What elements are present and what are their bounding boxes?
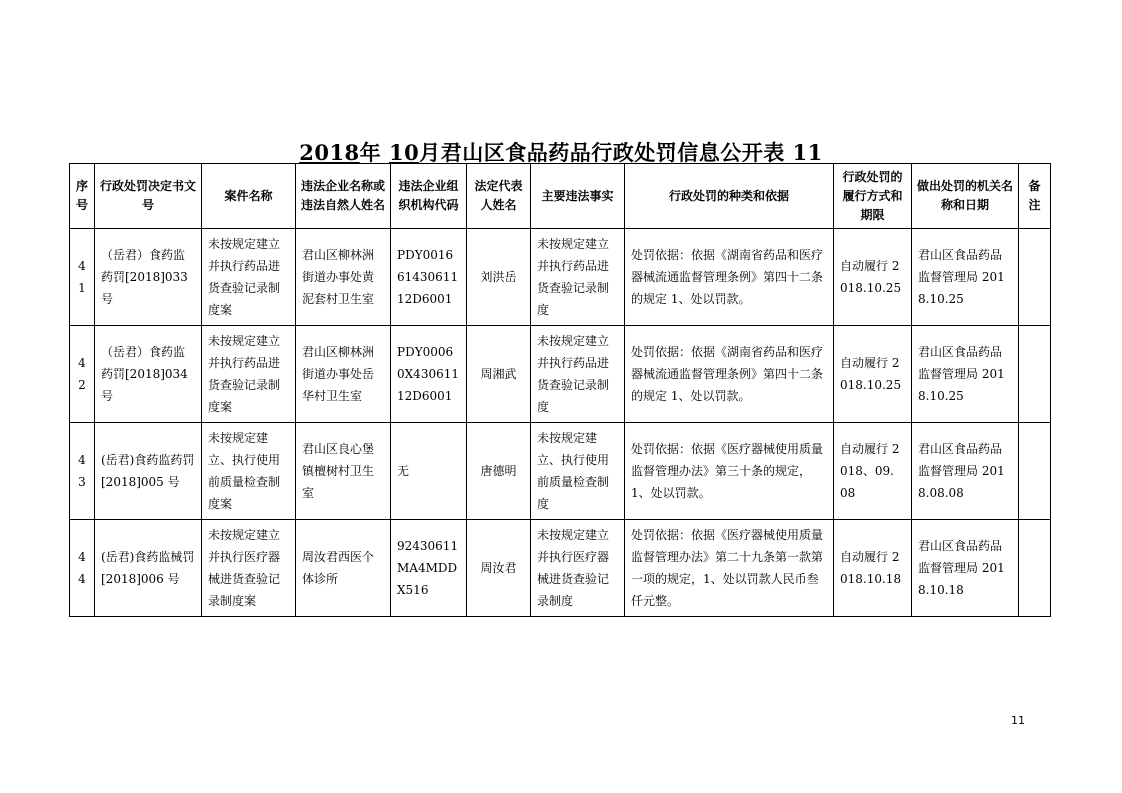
table-row [70,520,1051,617]
cell-legal-rep: 刘洪岳 [467,229,531,326]
title-year: 2018 [299,140,360,165]
cell-penalty: 处罚依据：依据《医疗器械使用质量监督管理办法》第三十条的规定，1、处以罚款。 [625,423,834,520]
cell-execution: 自动履行 2018.10.18 [834,520,912,617]
table-header-row [70,164,1051,229]
cell-facts: 未按规定建立并执行医疗器械进货查验记录制度 [531,520,625,617]
cell-facts: 未按规定建立、执行使用前质量检查制度 [531,423,625,520]
cell-case-name: 未按规定建立、执行使用前质量检查制度案 [202,423,296,520]
cell-party: 君山区柳林洲街道办事处黄泥套村卫生室 [296,229,391,326]
cell-facts: 未按规定建立并执行药品进货查验记录制度 [531,326,625,423]
header-seq: 序号 [70,164,95,229]
cell-authority: 君山区食品药品监督管理局 2018.10.25 [912,229,1019,326]
table-row [70,326,1051,423]
header-facts: 主要违法事实 [531,164,625,229]
table-row [70,229,1051,326]
title-rest: 月君山区食品药品行政处罚信息公开表 11 [419,140,823,165]
cell-seq: 44 [70,520,95,617]
title-year-suffix: 年 [359,140,389,165]
cell-legal-rep: 周湘武 [467,326,531,423]
cell-doc-no: (岳君)食药监药罚[2018]005 号 [95,423,202,520]
cell-remarks [1019,423,1051,520]
page-number: 11 [1011,714,1025,727]
cell-seq: 42 [70,326,95,423]
cell-remarks [1019,229,1051,326]
table-row [70,423,1051,520]
cell-penalty: 处罚依据：依据《医疗器械使用质量监督管理办法》第二十九条第一款第一项的规定，1、处以罚款人民币叁仟元整。 [625,520,834,617]
cell-penalty: 处罚依据：依据《湖南省药品和医疗器械流通监督管理条例》第四十二条的规定 1、处以罚款。 [625,326,834,423]
header-execution: 行政处罚的履行方式和期限 [834,164,912,229]
cell-doc-no: (岳君)食药监械罚[2018]006 号 [95,520,202,617]
cell-org-code: PDY00166143061112D6001 [391,229,467,326]
cell-doc-no: （岳君）食药监药罚[2018]034号 [95,326,202,423]
header-penalty: 行政处罚的种类和依据 [625,164,834,229]
cell-seq: 41 [70,229,95,326]
header-case-name: 案件名称 [202,164,296,229]
title-month: 10 [388,140,420,165]
cell-doc-no: （岳君）食药监药罚[2018]033号 [95,229,202,326]
cell-execution: 自动履行 2018.10.25 [834,326,912,423]
cell-authority: 君山区食品药品监督管理局 2018.10.18 [912,520,1019,617]
cell-case-name: 未按规定建立并执行药品进货查验记录制度案 [202,229,296,326]
header-org-code: 违法企业组织机构代码 [391,164,467,229]
cell-case-name: 未按规定建立并执行医疗器械进货查验记录制度案 [202,520,296,617]
cell-org-code: 无 [391,423,467,520]
cell-org-code: 92430611MA4MDDX516 [391,520,467,617]
cell-party: 君山区柳林洲街道办事处岳华村卫生室 [296,326,391,423]
cell-facts: 未按规定建立并执行药品进货查验记录制度 [531,229,625,326]
cell-org-code: PDY00060X43061112D6001 [391,326,467,423]
cell-execution: 自动履行 2018.10.25 [834,229,912,326]
cell-party: 君山区良心堡镇檀树村卫生室 [296,423,391,520]
cell-remarks [1019,326,1051,423]
cell-penalty: 处罚依据：依据《湖南省药品和医疗器械流通监督管理条例》第四十二条的规定 1、处以罚款。 [625,229,834,326]
cell-authority: 君山区食品药品监督管理局 2018.10.25 [912,326,1019,423]
header-authority: 做出处罚的机关名称和日期 [912,164,1019,229]
cell-remarks [1019,520,1051,617]
cell-authority: 君山区食品药品监督管理局 2018.08.08 [912,423,1019,520]
cell-legal-rep: 周汝君 [467,520,531,617]
cell-legal-rep: 唐德明 [467,423,531,520]
header-doc-no: 行政处罚决定书文号 [95,164,202,229]
header-party: 违法企业名称或违法自然人姓名 [296,164,391,229]
header-remarks: 备注 [1019,164,1051,229]
cell-execution: 自动履行 2018、09. 08 [834,423,912,520]
penalty-info-table [69,163,1051,617]
cell-party: 周汝君西医个体诊所 [296,520,391,617]
cell-case-name: 未按规定建立并执行药品进货查验记录制度案 [202,326,296,423]
cell-seq: 43 [70,423,95,520]
header-legal-rep: 法定代表人姓名 [467,164,531,229]
